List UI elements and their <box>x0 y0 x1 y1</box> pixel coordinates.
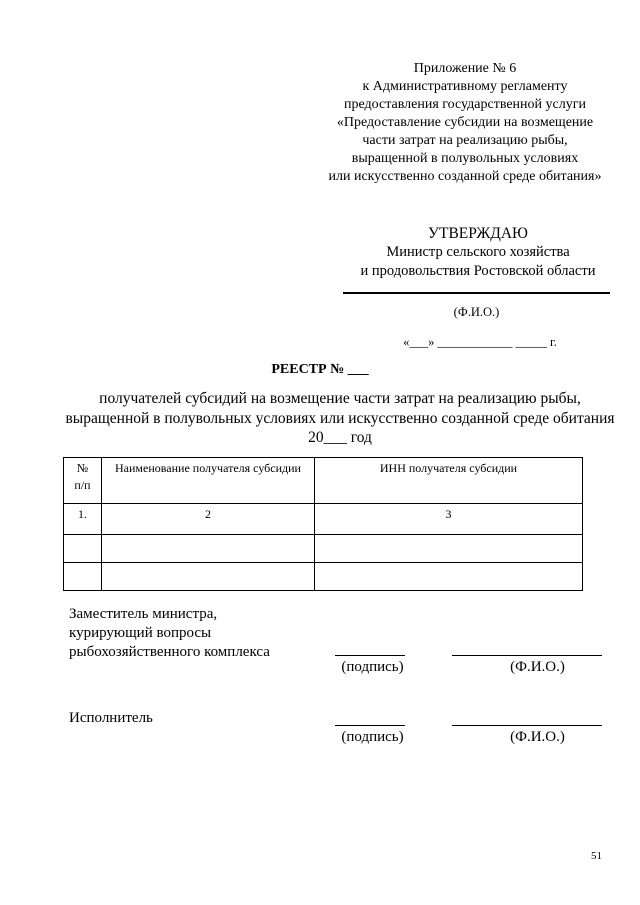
register-subtitle-line2: выращенной в полувольных условиях или искусственно созданной среде обитания <box>65 409 615 427</box>
annex-header <box>300 60 630 186</box>
table-row <box>64 535 583 563</box>
annex-line: Приложение № 6 <box>413 61 517 76</box>
approval-title: УТВЕРЖДАЮ <box>428 225 528 242</box>
annex-line: к Административному регламенту <box>362 79 568 94</box>
header-number-line2: п/п <box>74 478 91 492</box>
executor-fio-line <box>452 725 602 726</box>
executor-label: Исполнитель <box>69 710 153 726</box>
row1-name-cell: 2 <box>102 504 315 535</box>
empty-cell <box>315 535 583 563</box>
executor-fio-label: (Ф.И.О.) <box>510 729 565 745</box>
annex-line: выращенной в полувольных условиях <box>351 151 579 166</box>
register-year-line: 20___ год <box>308 429 372 446</box>
empty-cell <box>315 563 583 591</box>
register-table <box>63 457 583 591</box>
executor-signature-label: (подпись) <box>341 729 404 745</box>
register-subtitle <box>60 389 620 448</box>
empty-cell <box>64 563 102 591</box>
approval-position-line2: и продовольствия Ростовской области <box>360 263 596 279</box>
deputy-line: рыбохозяйственного комплекса <box>69 644 270 660</box>
header-number-line1: № <box>76 461 89 475</box>
page-number: 51 <box>591 850 602 862</box>
empty-cell <box>102 535 315 563</box>
annex-line: предоставления государственной услуги <box>344 97 586 112</box>
row1-inn-cell: 3 <box>315 504 583 535</box>
annex-line: «Предоставление субсидии на возмещение <box>336 115 594 130</box>
approval-signature-line <box>343 292 610 294</box>
deputy-title <box>69 605 309 662</box>
deputy-line: курирующий вопросы <box>69 625 212 641</box>
header-name-cell: Наименование получателя субсидии <box>102 458 315 504</box>
register-title: РЕЕСТР № ___ <box>271 362 369 377</box>
table-header-row <box>64 458 583 504</box>
deputy-line: Заместитель министра, <box>69 606 218 622</box>
deputy-signature-label: (подпись) <box>341 659 404 675</box>
annex-line: части затрат на реализацию рыбы, <box>362 133 568 148</box>
approval-date-line: «___» ____________ _____ г. <box>403 335 557 349</box>
empty-cell <box>64 535 102 563</box>
annex-line: или искусственно созданной среде обитания» <box>328 169 602 184</box>
executor-signature-line <box>335 725 405 726</box>
row1-number-cell: 1. <box>64 504 102 535</box>
deputy-fio-label: (Ф.И.О.) <box>510 659 565 675</box>
approval-block <box>340 224 616 281</box>
deputy-signature-line <box>335 655 405 656</box>
approval-position-line1: Министр сельского хозяйства <box>386 244 570 260</box>
empty-cell <box>102 563 315 591</box>
register-subtitle-line1: получателей субсидий на возмещение части затрат на реализацию рыбы, <box>99 390 581 407</box>
header-number-cell <box>64 458 102 504</box>
deputy-fio-line <box>452 655 602 656</box>
approval-fio-label: (Ф.И.О.) <box>453 305 500 319</box>
header-inn-cell: ИНН получателя субсидии <box>315 458 583 504</box>
table-row <box>64 563 583 591</box>
table-row <box>64 504 583 535</box>
